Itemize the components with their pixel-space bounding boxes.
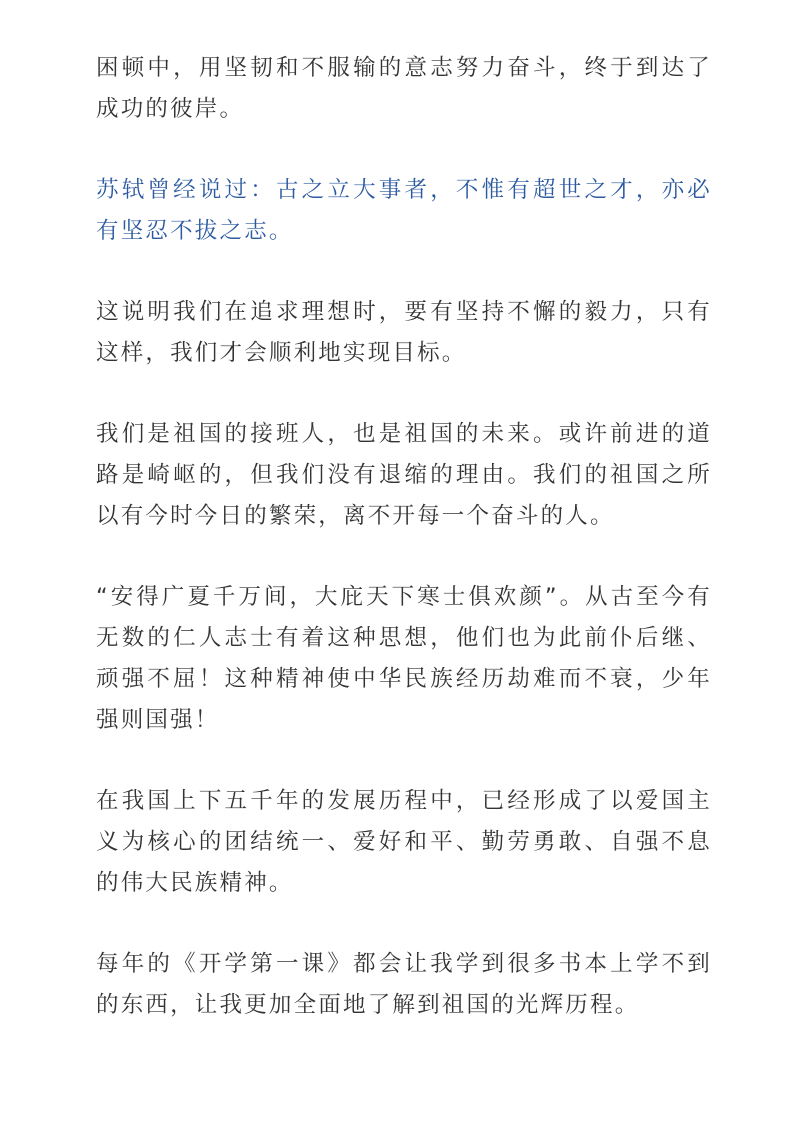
quote-paragraph: 苏轼曾经说过：古之立大事者，不惟有超世之才，亦必有坚忍不拔之志。 [96, 177, 712, 244]
paragraph-4: 我们是祖国的接班人，也是祖国的未来。或许前进的道路是崎岖的，但我们没有退缩的理由。我们的祖国之所以有今时今日的繁荣，离不开每一个奋斗的人。 [96, 421, 712, 529]
paragraph-1: 困顿中，用坚韧和不服输的意志努力奋斗，终于到达了成功的彼岸。 [96, 55, 712, 122]
article-body [96, 48, 712, 1026]
paragraph-3: 这说明我们在追求理想时，要有坚持不懈的毅力，只有这样，我们才会顺利地实现目标。 [96, 299, 712, 366]
paragraph-5: “安得广夏千万间，大庇天下寒士俱欢颜”。从古至今有无数的仁人志士有着这种思想，他们也为此前仆后继、顽强不屈！这种精神使中华民族经历劫难而不衰，少年强则国强！ [96, 584, 712, 733]
paragraph-7: 每年的《开学第一课》都会让我学到很多书本上学不到的东西，让我更加全面地了解到祖国的光辉历程。 [96, 951, 712, 1018]
paragraph-6: 在我国上下五千年的发展历程中，已经形成了以爱国主义为核心的团结统一、爱好和平、勤劳勇敢、自强不息的伟大民族精神。 [96, 788, 712, 896]
